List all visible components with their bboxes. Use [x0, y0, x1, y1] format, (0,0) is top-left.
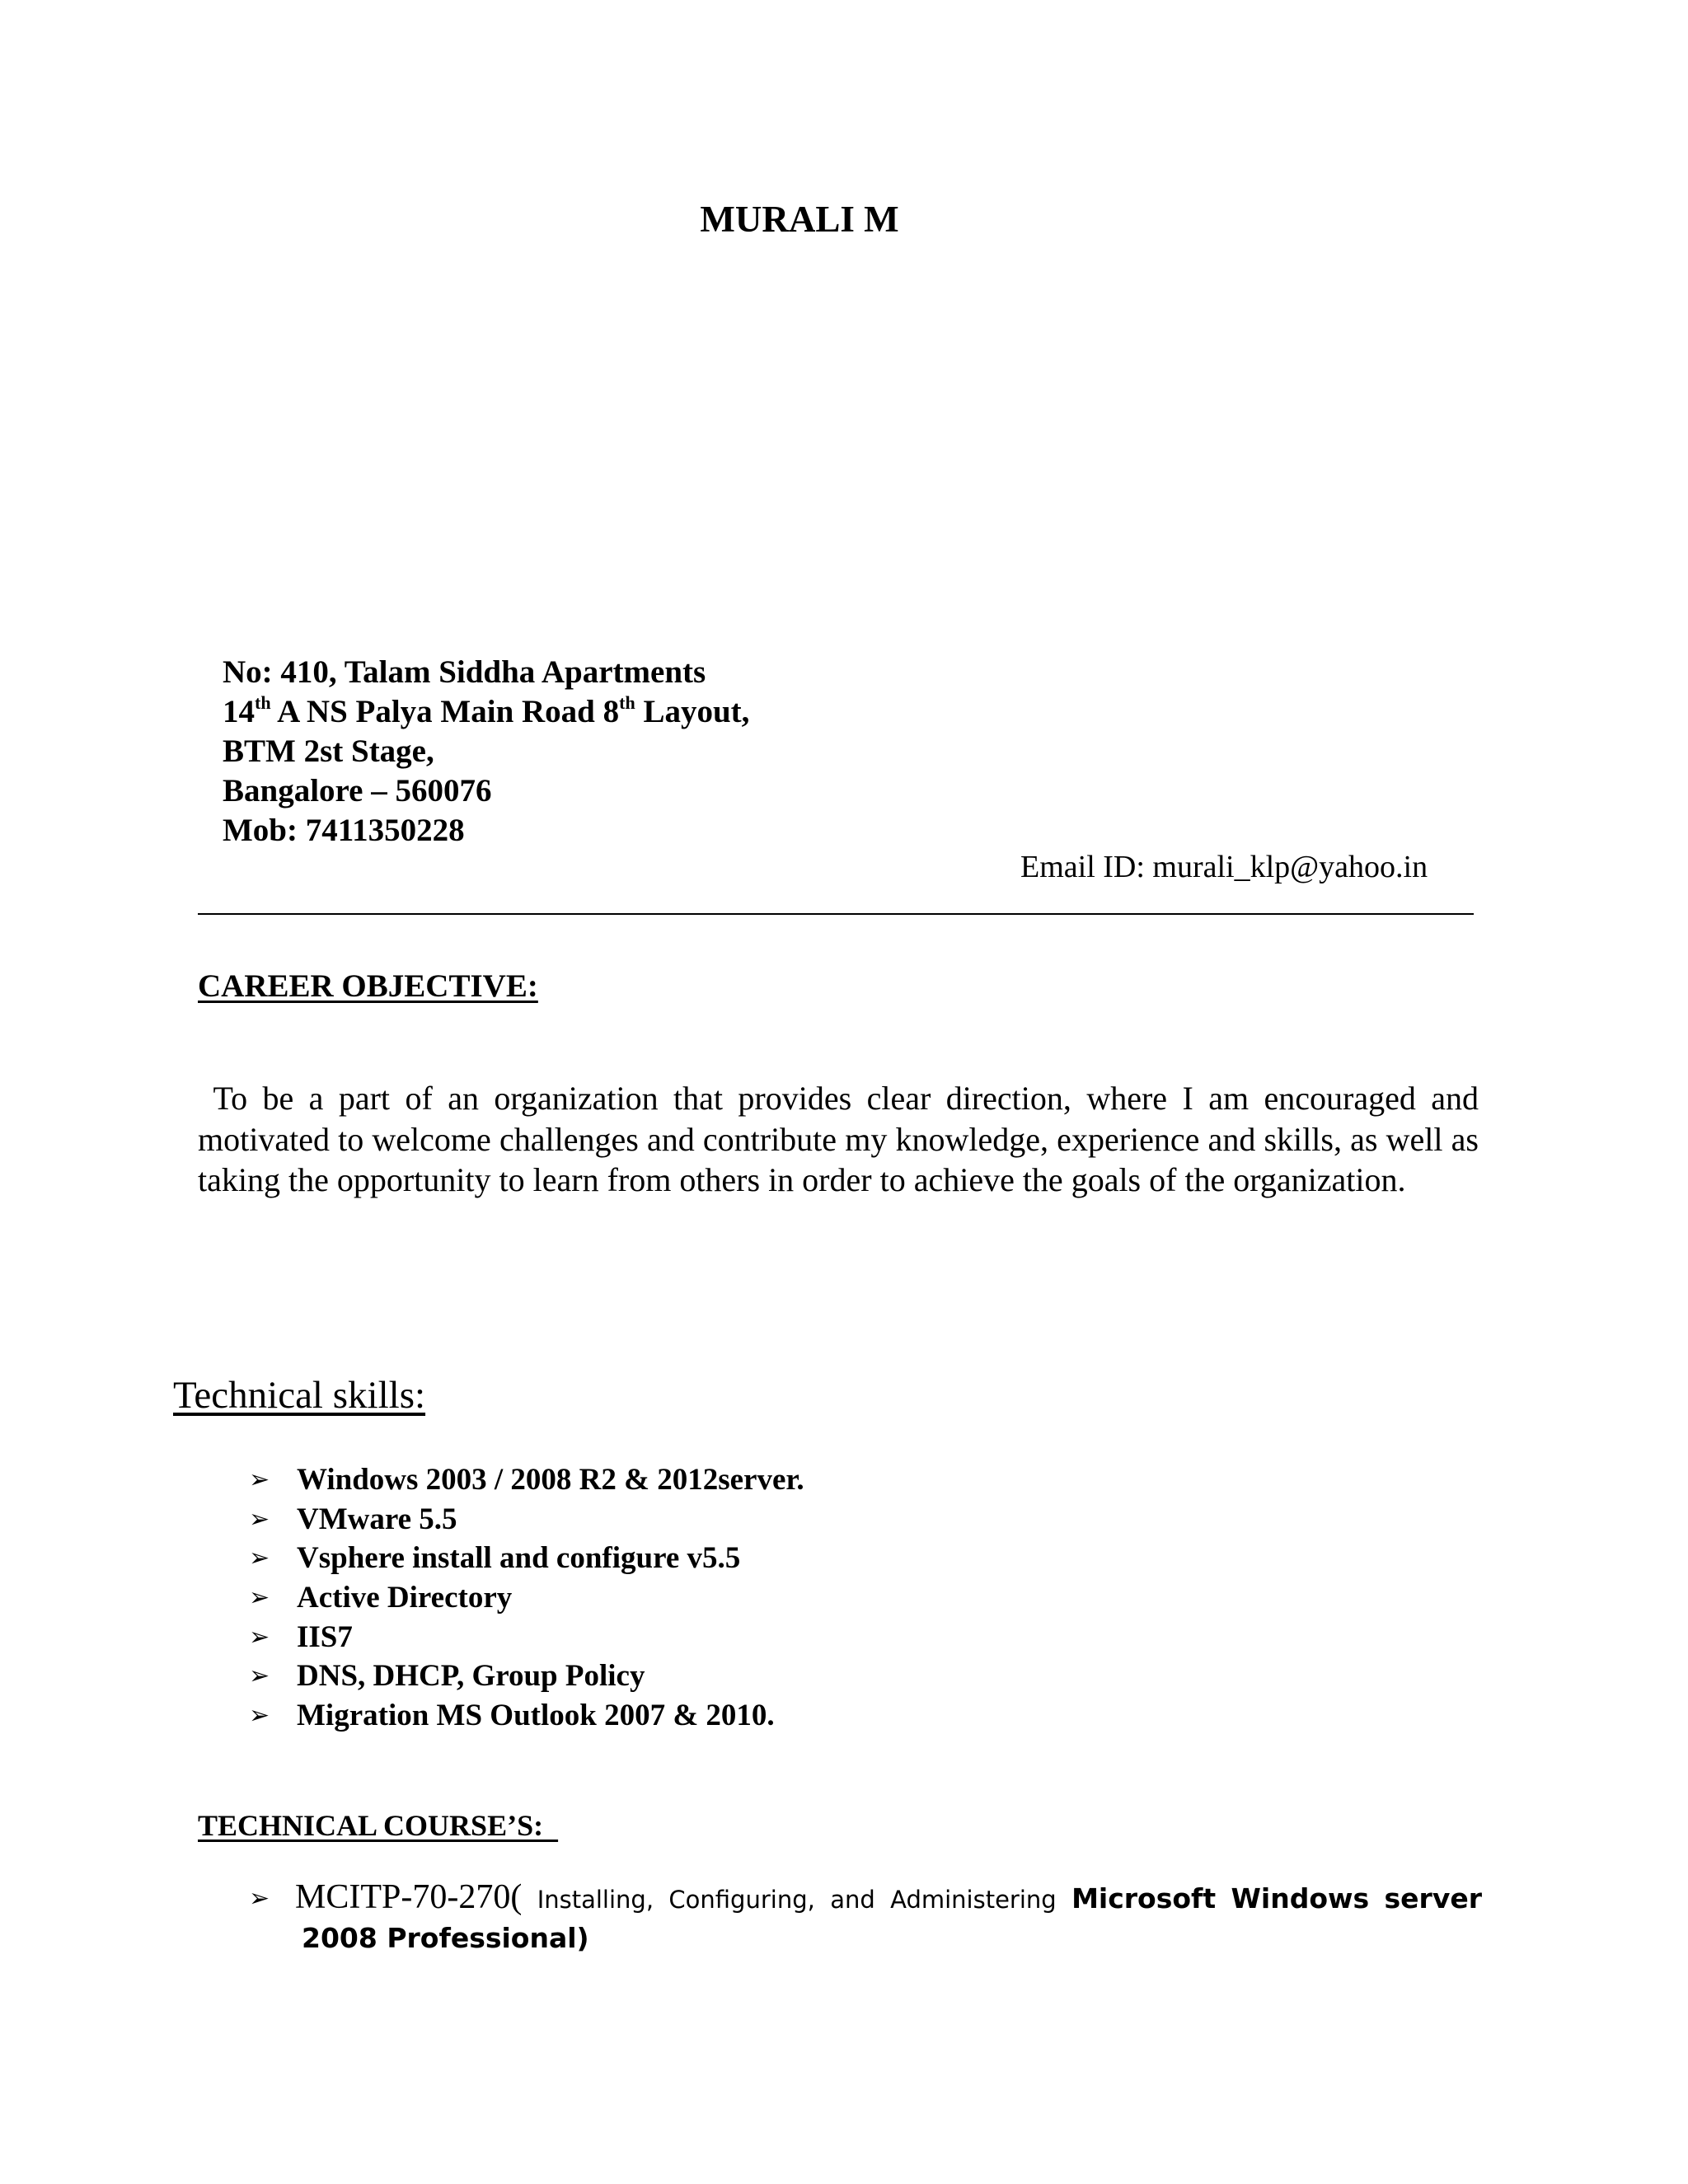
- header-divider: [198, 913, 1474, 915]
- course-line-2: 2008 Professional): [302, 1922, 589, 1954]
- candidate-name: MURALI M: [700, 199, 899, 240]
- email-id: Email ID: murali_klp@yahoo.in: [1020, 850, 1428, 884]
- career-objective-heading: CAREER OBJECTIVE:: [198, 968, 538, 1004]
- course-line-1: MCITP-70-270( Installing, Configuring, and Administering Microsoft Windows server: [295, 1878, 1482, 1916]
- technical-courses-heading: TECHNICAL COURSE’S:: [198, 1809, 559, 1842]
- technical-skills-heading: Technical skills:: [173, 1374, 426, 1417]
- technical-skills-list: [249, 1460, 804, 1735]
- address-line-2: 14th A NS Palya Main Road 8th Layout,: [223, 692, 750, 729]
- list-item: ➢ DNS, DHCP, Group Policy: [249, 1659, 645, 1694]
- arrow-bullet-icon: ➢: [249, 1700, 270, 1730]
- list-item: ➢ VMware 5.5: [249, 1502, 457, 1536]
- arrow-bullet-icon: ➢: [249, 1622, 270, 1652]
- address-line-1: No: 410, Talam Siddha Apartments: [223, 654, 706, 690]
- list-item: ➢ Windows 2003 / 2008 R2 & 2012server.: [249, 1463, 804, 1497]
- career-objective-text: To be a part of an organization that provides clear direction, where I am encouraged and motivated to welcome challenges and contribute my knowledge, experience and skills, as well as taking the opportunity to learn from others in order to achieve the goals of the organization.: [198, 1080, 1479, 1198]
- arrow-bullet-icon: ➢: [249, 1884, 270, 1913]
- list-item: ➢ IIS7: [249, 1619, 353, 1654]
- address-line-4: Bangalore – 560076: [223, 773, 492, 808]
- list-item: ➢ Active Directory: [249, 1581, 513, 1615]
- arrow-bullet-icon: ➢: [249, 1465, 270, 1495]
- address-block: [223, 653, 749, 851]
- arrow-bullet-icon: ➢: [249, 1583, 270, 1613]
- mobile-number: Mob: 7411350228: [223, 813, 465, 848]
- arrow-bullet-icon: ➢: [249, 1504, 270, 1534]
- course-code: MCITP-70-270(: [295, 1878, 523, 1916]
- address-line-3: BTM 2st Stage,: [223, 733, 434, 769]
- list-item: ➢ Vsphere install and configure v5.5: [249, 1541, 741, 1576]
- arrow-bullet-icon: ➢: [249, 1661, 270, 1691]
- arrow-bullet-icon: ➢: [249, 1544, 270, 1573]
- list-item: ➢ Migration MS Outlook 2007 & 2010.: [249, 1698, 775, 1732]
